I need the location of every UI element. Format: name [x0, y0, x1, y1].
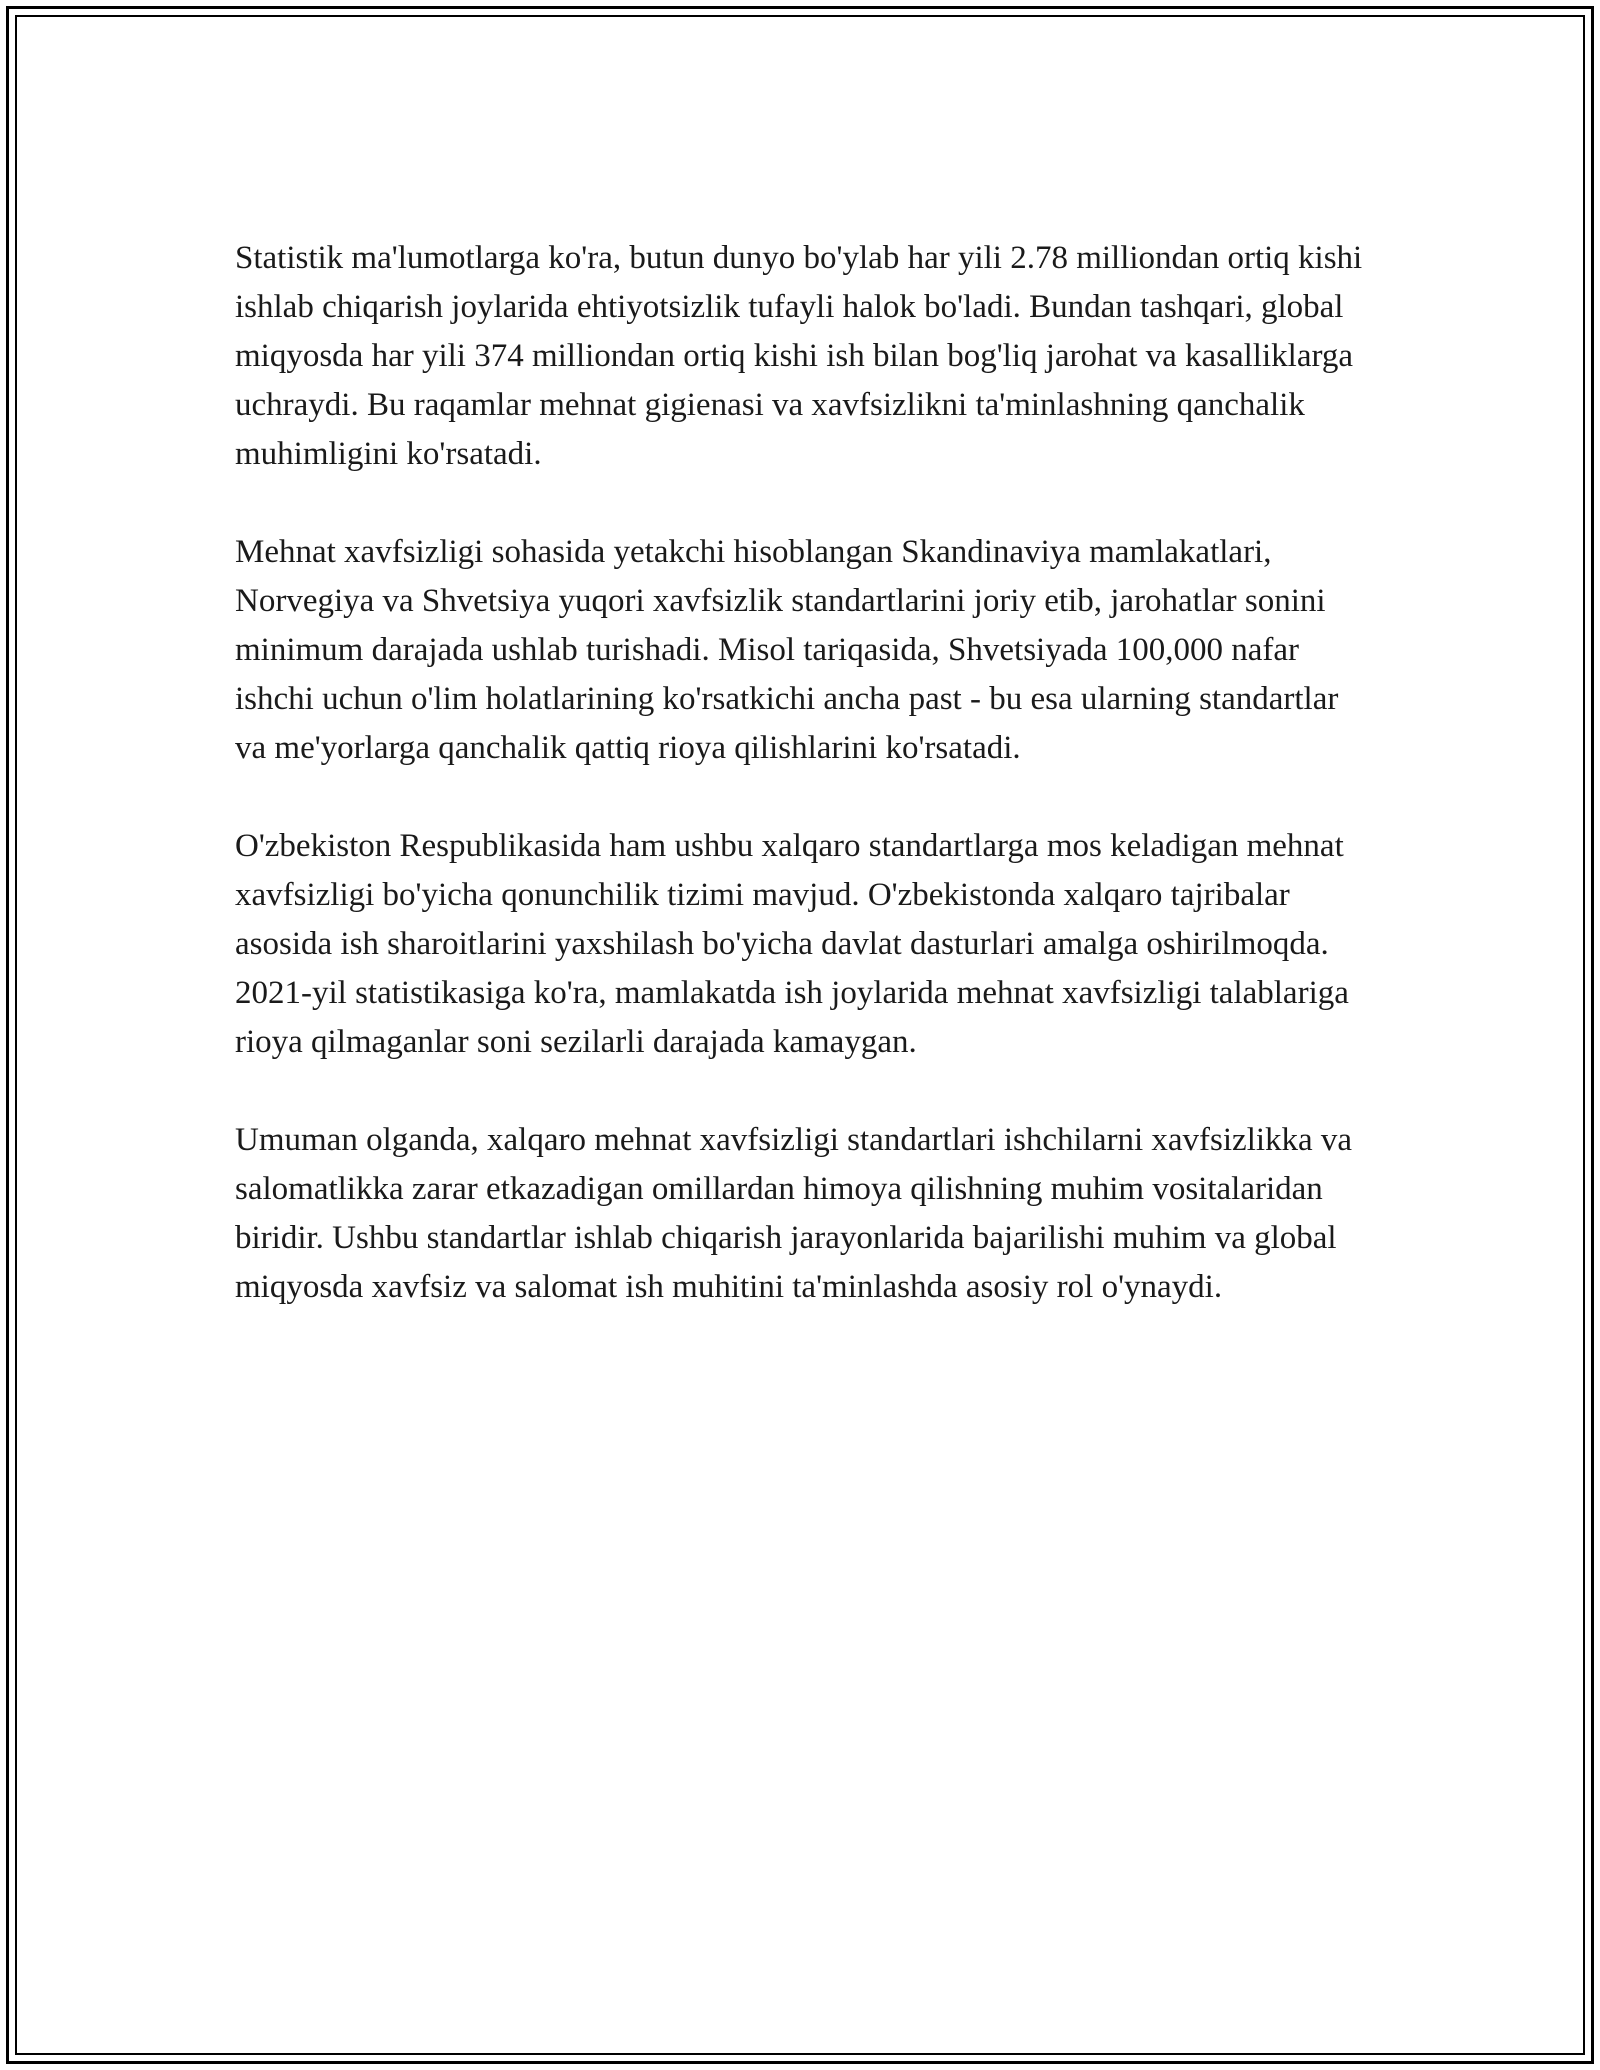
paragraph-uzbekistan: O'zbekiston Respublikasida ham ushbu xalqaro standartlarga mos keladigan mehnat xavfsizligi bo'yicha qonunchilik tizimi mavjud. O'zbekistonda xalqaro tajribalar asosida ish sharoitlarini yaxshilash bo'yicha davlat dasturlari amalga oshirilmoqda. 2021-yil statistikasiga ko'ra, mamlakatda ish joylarida mehnat xavfsizligi talablariga rioya qilmaganlar soni sezilarli darajada kamaygan.	[235, 828, 1349, 1060]
document-body	[235, 234, 1375, 1312]
paragraph-statistics: Statistik ma'lumotlarga ko'ra, butun dunyo bo'ylab har yili 2.78 milliondan ortiq kishi ishlab chiqarish joylarida ehtiyotsizlik tufayli halok bo'ladi. Bundan tashqari, global miqyosda har yili 374 milliondan ortiq kishi ish bilan bog'liq jarohat va kasalliklarga uchraydi. Bu raqamlar mehnat gigienasi va xavfsizlikni ta'minlashning qanchalik muhimligini ko'rsatadi.	[235, 240, 1363, 472]
paragraph-conclusion: Umuman olganda, xalqaro mehnat xavfsizligi standartlari ishchilarni xavfsizlikka va salomatlikka zarar etkazadigan omillardan himoya qilishning muhim vositalaridan biridir. Ushbu standartlar ishlab chiqarish jarayonlarida bajarilishi muhim va global miqyosda xavfsiz va salomat ish muhitini ta'minlashda asosiy rol o'ynaydi.	[235, 1122, 1353, 1305]
paragraph-scandinavia: Mehnat xavfsizligi sohasida yetakchi hisoblangan Skandinaviya mamlakatlari, Norvegiya va Shvetsiya yuqori xavfsizlik standartlarini joriy etib, jarohatlar sonini minimum darajada ushlab turishadi. Misol tariqasida, Shvetsiyada 100,000 nafar ishchi uchun o'lim holatlarining ko'rsatkichi ancha past - bu esa ularning standartlar va me'yorlarga qanchalik qattiq rioya qilishlarini ko'rsatadi.	[235, 534, 1339, 766]
